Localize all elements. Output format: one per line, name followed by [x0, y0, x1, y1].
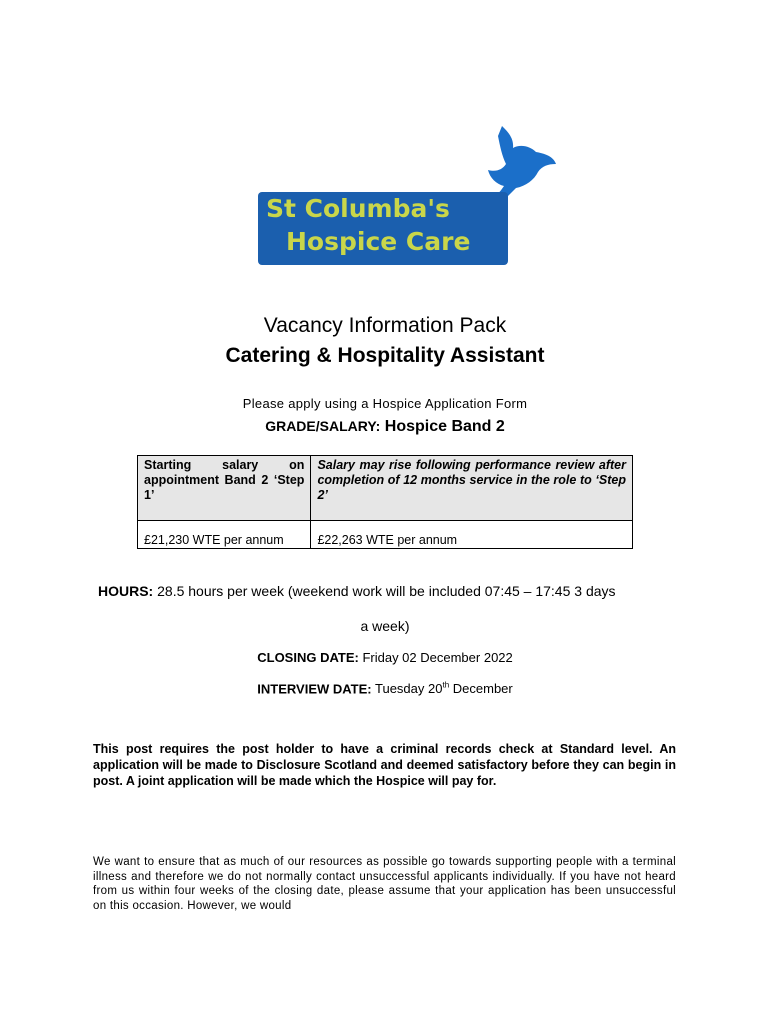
job-title: Catering & Hospitality Assistant — [225, 344, 545, 367]
interview-day: Tuesday 20 — [375, 681, 443, 697]
hours-text: 28.5 hours per week (weekend work will be included 07:45 – 17:45 3 days — [157, 583, 616, 599]
grade-label: GRADE/SALARY: — [265, 418, 381, 434]
hours-line-continued: a week) — [360, 618, 410, 634]
hours-line — [98, 583, 616, 599]
interview-date-line — [0, 681, 770, 696]
starting-salary-value: £21,230 WTE per annum — [138, 521, 311, 549]
starting-salary-header: Starting salary on appointment Band 2 ‘Step 1’ — [138, 456, 311, 521]
hours-label: HOURS: — [98, 583, 154, 599]
grade-line — [0, 418, 770, 436]
logo-text-line1: St Columba's — [266, 194, 450, 223]
interview-day-suffix: th — [442, 681, 450, 690]
closing-date-value: Friday 02 December 2022 — [362, 650, 513, 665]
logo-text-line2: Hospice Care — [286, 227, 471, 256]
interview-month: December — [452, 681, 513, 697]
hospice-logo — [258, 124, 558, 269]
resources-paragraph: We want to ensure that as much of our resources as possible go towards supporting people with a terminal illness and therefore we do not normally contact unsuccessful applicants individually. If you have not heard from us within four weeks of the closing date, please assume that your application has been unsuccessful on this occasion. However, we would — [93, 856, 676, 912]
salary-table-value-row — [138, 521, 633, 549]
pack-heading: Vacancy Information Pack — [263, 314, 507, 337]
salary-table-header-row — [138, 456, 633, 521]
grade-value: Hospice Band 2 — [384, 418, 505, 435]
interview-date-value — [375, 681, 513, 696]
apply-note: Please apply using a Hospice Application Form — [242, 396, 528, 411]
closing-date-label: CLOSING DATE: — [257, 650, 359, 665]
step2-salary-header: Salary may rise following performance review after completion of 12 months service in the role to ‘Step 2’ — [311, 456, 633, 521]
criminal-check-paragraph: This post requires the post holder to have a criminal records check at Standard level. An application will be made to Disclosure Scotland and deemed satisfactory before they can begin in post. A joint application will be made which the Hospice will pay for. — [93, 742, 676, 788]
closing-date-line — [0, 650, 770, 665]
salary-table — [137, 455, 633, 549]
interview-date-label: INTERVIEW DATE: — [257, 681, 372, 697]
step2-salary-value: £22,263 WTE per annum — [311, 521, 633, 549]
